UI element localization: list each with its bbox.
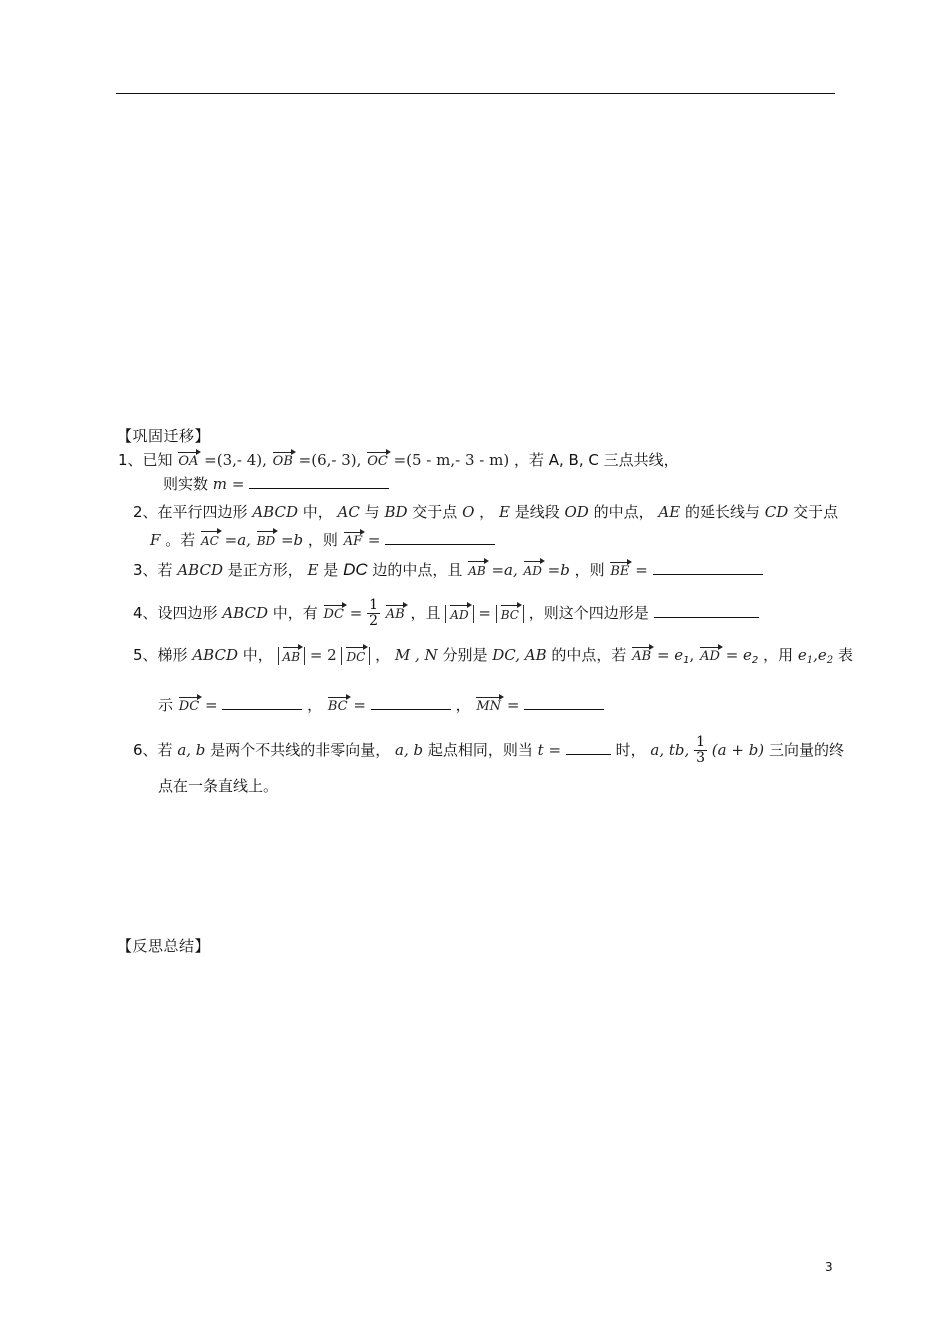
q2-text-9: 。若 xyxy=(165,531,196,549)
q6-paren-sum: (a + b) xyxy=(711,741,765,759)
q2-f: F xyxy=(150,531,161,549)
q5-text-1: 中， xyxy=(242,646,273,664)
q2-eq-b: =b xyxy=(280,531,304,549)
q6-prefix: 6、若 xyxy=(133,741,173,759)
page-number: 3 xyxy=(825,1260,833,1274)
q5-answer-blank-mn[interactable] xyxy=(524,695,604,710)
q5-text-8: ， xyxy=(455,696,471,714)
q2-od: OD xyxy=(564,503,589,521)
vector-ac: AC xyxy=(201,534,219,548)
q4-abs-bc xyxy=(496,605,524,623)
vector-ab: AB xyxy=(468,564,486,578)
question-6-line2: 点在一条直线上。 xyxy=(158,777,279,795)
q5-eq-e1: = e xyxy=(656,646,684,664)
q3-answer-blank[interactable] xyxy=(653,560,763,575)
q6-text-3: 时， xyxy=(615,741,646,759)
q5-eq-e2: = e xyxy=(725,646,752,664)
q2-text-3: 交于点 xyxy=(412,503,458,521)
vector-oa: OA xyxy=(178,454,199,469)
header-rule xyxy=(116,93,835,94)
vector-bc-q5: BC xyxy=(327,699,348,714)
q5-text-5: ，用 xyxy=(763,646,794,664)
q2-text-10: ，则 xyxy=(307,531,338,549)
q2-abcd: ABCD xyxy=(252,503,298,521)
q1-ob-value: =(6,- 3), xyxy=(298,451,362,469)
vector-ab-q5: AB xyxy=(282,649,301,664)
q5-line2-prefix: 示 xyxy=(158,696,174,714)
q5-eq-bc: = xyxy=(353,696,366,714)
q4-text-3: ，则这个四边形是 xyxy=(528,604,649,622)
q3-text-3: 边的中点，且 xyxy=(372,561,463,579)
q2-text-8: 交于点 xyxy=(793,503,839,521)
question-5-line2 xyxy=(158,695,604,715)
q2-bd: BD xyxy=(384,503,408,521)
q5-e2-sub: 2 xyxy=(826,655,834,666)
q4-answer-blank[interactable] xyxy=(654,603,759,618)
q5-eq-mn: = xyxy=(506,696,520,714)
q4-frac-den: 2 xyxy=(369,613,378,629)
q5-text-7: ， xyxy=(307,696,323,714)
q2-text-7: 的延长线与 xyxy=(684,503,760,521)
q2-text-2: 与 xyxy=(364,503,380,521)
q5-answer-blank-bc[interactable] xyxy=(371,695,451,710)
vector-ad: AD xyxy=(523,564,542,578)
q5-text-3: 分别是 xyxy=(442,646,488,664)
vector-dc: DC xyxy=(323,607,344,622)
q6-text-4: 三向量的终 xyxy=(768,741,844,759)
q2-o: O xyxy=(462,503,475,521)
q5-comma: , xyxy=(689,646,695,664)
vector-bd: BD xyxy=(256,534,276,548)
question-2-line2 xyxy=(150,530,495,550)
vector-ad-q4: AD xyxy=(450,607,469,622)
q6-text-2: 起点相同，则当 xyxy=(427,741,533,759)
q6-ab: a, b xyxy=(177,741,206,759)
vector-ad-q5: AD xyxy=(700,649,720,664)
q4-eq: = xyxy=(349,604,363,622)
q5-answer-blank-dc[interactable] xyxy=(222,695,302,710)
question-5 xyxy=(133,645,853,671)
q4-eq2: = xyxy=(478,604,491,622)
q5-e1e2 xyxy=(798,646,833,664)
q6-text-1: 是两个不共线的非零向量， xyxy=(210,741,391,759)
q5-abs-ab xyxy=(278,647,305,665)
q2-cd: CD xyxy=(764,503,789,521)
q2-ac: AC xyxy=(337,503,360,521)
q6-eq: = xyxy=(548,741,562,759)
question-1 xyxy=(118,450,679,470)
q2-eq-a: =a, xyxy=(224,531,251,549)
q1-var-m: m xyxy=(212,475,228,493)
vector-ob: OB xyxy=(272,454,293,469)
vector-af: AF xyxy=(343,534,363,549)
q4-text-2: ，且 xyxy=(410,604,441,622)
q2-e: E xyxy=(498,503,510,521)
vector-ab-q5b: AB xyxy=(632,649,652,664)
q5-dcab: DC, AB xyxy=(492,646,547,664)
q5-sub2: 2 xyxy=(751,655,759,666)
vector-ab-q4: AB xyxy=(385,607,405,622)
q6-fraction xyxy=(694,735,707,766)
question-1-line2 xyxy=(163,474,389,494)
q5-mn: M , N xyxy=(394,646,438,664)
q1-answer-blank[interactable] xyxy=(249,474,389,489)
section-title-consolidate: 【巩固迁移】 xyxy=(117,427,211,445)
vector-oc: OC xyxy=(367,454,388,469)
q6-ab2: a, b xyxy=(395,741,424,759)
q3-eq-a: =a, xyxy=(491,561,518,579)
q5-text-6: 表 xyxy=(837,646,853,664)
q2-prefix: 2、在平行四边形 xyxy=(133,503,248,521)
question-3 xyxy=(133,560,763,580)
q6-answer-blank[interactable] xyxy=(566,740,611,755)
q5-text-2: ， xyxy=(375,646,391,664)
q2-text-5: 是线段 xyxy=(514,503,560,521)
q4-abcd: ABCD xyxy=(222,604,268,622)
q5-e-comma: , xyxy=(813,646,818,664)
q3-eq-b: =b xyxy=(547,561,570,579)
q5-sub1: 1 xyxy=(683,655,690,666)
vector-bc-q4: BC xyxy=(500,607,519,622)
q2-answer-blank[interactable] xyxy=(385,530,495,545)
q2-ae: AE xyxy=(658,503,681,521)
question-4 xyxy=(133,598,759,629)
q2-text-6: 的中点， xyxy=(593,503,654,521)
q4-abs-ad xyxy=(445,605,473,623)
q1-oa-value: =(3,- 4), xyxy=(204,451,267,469)
q3-eq: = xyxy=(635,561,648,579)
q1-condition: ，若 A, B, C 三点共线， xyxy=(513,451,679,469)
q5-e1: e xyxy=(797,646,807,664)
q6-t-var: t xyxy=(537,741,544,759)
q3-abcd: ABCD xyxy=(177,561,223,579)
q3-text-4: ，则 xyxy=(574,561,605,579)
q5-abcd: ABCD xyxy=(192,646,238,664)
q6-vector-list: a, tb, xyxy=(650,741,690,759)
q5-eq2: = 2 xyxy=(309,646,337,664)
vector-be: BE xyxy=(610,564,630,579)
q6-frac-num: 1 xyxy=(696,734,706,750)
q3-text-1: 是正方形， xyxy=(227,561,303,579)
q2-text-1: 中， xyxy=(302,503,333,521)
q4-prefix: 4、设四边形 xyxy=(133,604,218,622)
q5-e2: e xyxy=(817,646,827,664)
q5-abs-dc xyxy=(341,647,370,665)
vector-dc-q5b: DC xyxy=(178,699,200,714)
vector-mn: MN xyxy=(476,699,502,714)
q3-prefix: 3、若 xyxy=(133,561,173,579)
q3-text-2: 是 xyxy=(323,561,339,579)
question-6 xyxy=(133,735,844,766)
q2-text-4: ， xyxy=(479,503,495,521)
q1-prefix: 1、已知 xyxy=(118,451,173,469)
q5-prefix: 5、梯形 xyxy=(133,646,188,664)
q1-eq: = xyxy=(231,475,245,493)
section-title-reflection: 【反思总结】 xyxy=(117,937,211,955)
q2-eq: = xyxy=(367,531,381,549)
q5-text-4: 的中点，若 xyxy=(551,646,627,664)
q5-eq-dc: = xyxy=(204,696,218,714)
q1-line2-prefix: 则实数 xyxy=(163,475,209,493)
q6-frac-den: 3 xyxy=(696,750,706,766)
q4-text-1: 中，有 xyxy=(272,604,318,622)
question-2 xyxy=(133,502,838,522)
q3-dc: DC xyxy=(343,560,368,579)
q4-fraction xyxy=(367,598,380,629)
q3-e: E xyxy=(307,561,319,579)
q4-frac-num: 1 xyxy=(369,597,378,613)
q1-oc-value: =(5 - m,- 3 - m) xyxy=(393,451,510,469)
q5-e1-sub: 1 xyxy=(806,655,814,666)
vector-dc-q5: DC xyxy=(346,649,366,664)
